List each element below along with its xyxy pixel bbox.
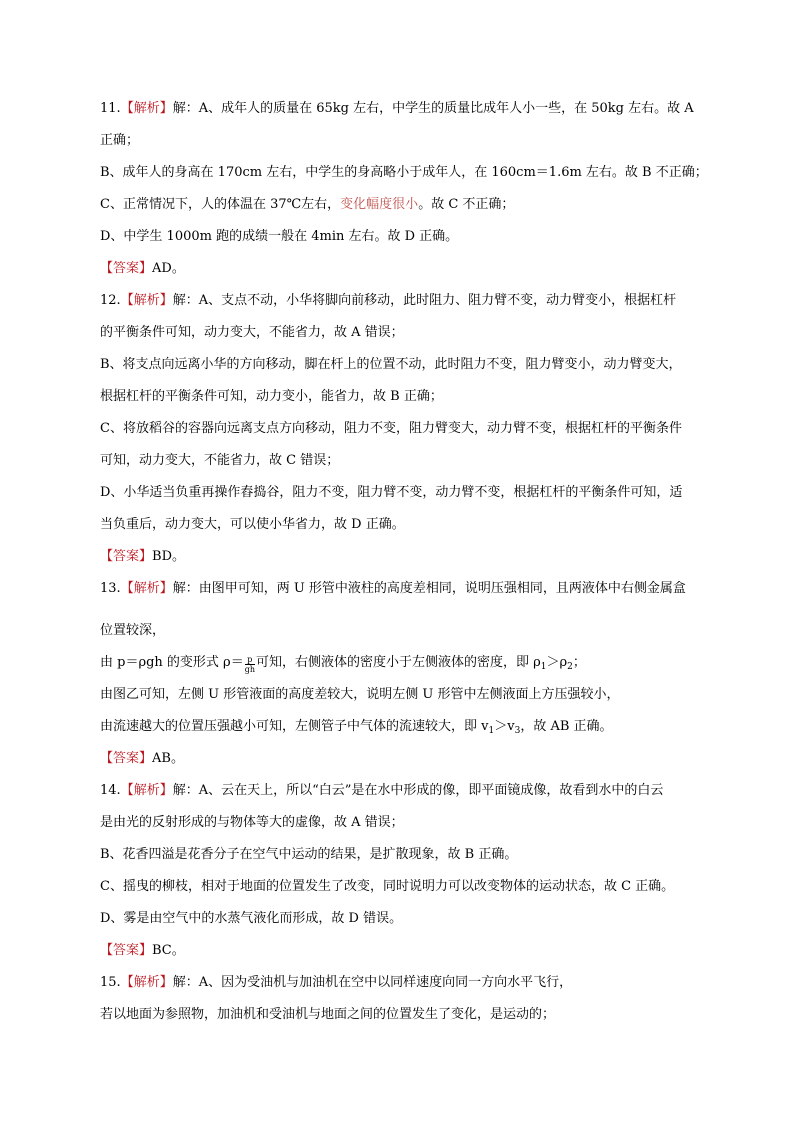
q12-analysis-tag: 【解析】: [120, 293, 173, 308]
q14-line-2: 是由光的反射形成的与物体等大的虚像，故 A 错误；: [100, 815, 404, 830]
q14-line-1: 14.【解析】解：A、云在天上，所以“白云”是在水中形成的像，即平面镜成像，故看到水中的白云: [100, 783, 664, 798]
q11-number: 11.: [100, 101, 121, 116]
q14-answer: 【答案】BC。: [100, 943, 185, 958]
q15-line-1: 15.【解析】解：A、因为受油机与加油机在空中以同样速度向同一方向水平飞行，: [100, 975, 573, 990]
q15-line-2: 若以地面为参照物，加油机和受油机与地面之间的位置发生了变化，是运动的；: [100, 1007, 556, 1022]
q12-line-8: 当负重后，动力变大，可以使小华省力，故 D 正确。: [100, 517, 405, 532]
q13-line-2: 位置较深，: [100, 623, 166, 638]
q11-line-2: 正确；: [100, 133, 140, 148]
q12-line-6: 可知，动力变大，不能省力，故 C 错误；: [100, 453, 340, 468]
q14-number: 14.: [100, 783, 121, 798]
q11-line-1: 11.【解析】解：A、成年人的质量在 65kg 左右，中学生的质量比成年人小一些，在 50kg 左右。故 A: [100, 101, 694, 116]
q12-number: 12.: [100, 293, 121, 308]
q11-analysis-tag: 【解析】: [120, 101, 173, 116]
q14-line-3: B、花香四溢是花香分子在空气中运动的结果，是扩散现象，故 B 正确。: [100, 847, 518, 862]
q11-highlight: 变化幅度很小: [340, 197, 419, 212]
density-fraction: $\frac{p}{gh}$: [244, 655, 255, 674]
q13-line-1: 13.【解析】解：由图甲可知，两 U 形管中液柱的高度差相同，说明压强相同，且两液体中右侧金属盒: [100, 581, 686, 596]
q12-line-1: 12.【解析】解：A、支点不动，小华将脚向前移动，此时阻力、阻力臂不变，动力臂变小，根据杠杆: [100, 293, 677, 308]
q13-number: 13.: [100, 581, 121, 596]
q12-line-4: 根据杠杆的平衡条件可知，动力变小，能省力，故 B 正确；: [100, 389, 443, 404]
q12-answer: 【答案】BD。: [100, 549, 185, 564]
q13-answer-tag: 【答案】: [100, 751, 153, 766]
q15-number: 15.: [100, 975, 121, 990]
q13-line-4: 由图乙可知，左侧 U 形管液面的高度差较大，说明左侧 U 形管中左侧液面上方压强较小，: [100, 687, 620, 702]
q13-answer: 【答案】AB。: [100, 751, 184, 766]
q13-line-3: 由 p＝ρgh 的变形式 ρ＝ $\frac{p}{gh}$ 可知，右侧液体的密度小于左侧液体的密度，即 $\rho_1>\rho_2$；: [100, 655, 586, 674]
q11-line-4: C、正常情况下，人的体温在 37℃左右，变化幅度很小。故 C 不正确；: [100, 197, 515, 212]
q15-analysis-tag: 【解析】: [120, 975, 173, 990]
q12-line-3: B、将支点向远离小华的方向移动，脚在杆上的位置不动，此时阻力不变，阻力臂变小，动力臂变大，: [100, 357, 682, 372]
q11-answer: 【答案】AD。: [100, 261, 185, 276]
q12-line-5: C、将放稻谷的容器向远离支点方向移动，阻力不变，阻力臂变大，动力臂不变，根据杠杆的平衡条件: [100, 421, 682, 436]
q13-line-5: 由流速越大的位置压强越小可知，左侧管子中气体的流速较大，即 $v_1>v_3$，故 AB 正确。: [100, 719, 613, 736]
document-page: [100, 98, 720, 1036]
q12-line-7: D、小华适当负重再操作舂捣谷，阻力不变，阻力臂不变，动力臂不变，根据杠杆的平衡条件可知，适: [100, 485, 683, 500]
q14-line-4: C、摇曳的柳枝，相对于地面的位置发生了改变，同时说明力可以改变物体的运动状态，故 C 正确。: [100, 879, 675, 894]
q11-line-5: D、中学生 1000m 跑的成绩一般在 4min 左右。故 D 正确。: [100, 229, 459, 244]
q12-line-2: 的平衡条件可知，动力变大，不能省力，故 A 错误；: [100, 325, 404, 340]
q11-line-3: B、成年人的身高在 170cm 左右，中学生的身高略小于成年人，在 160cm＝1.6m 左右。故 B 不正确；: [100, 165, 708, 180]
q13-analysis-tag: 【解析】: [120, 581, 173, 596]
q14-answer-tag: 【答案】: [100, 943, 153, 958]
q14-analysis-tag: 【解析】: [120, 783, 173, 798]
q14-line-5: D、雾是由空气中的水蒸气液化而形成，故 D 错误。: [100, 911, 403, 926]
q12-answer-tag: 【答案】: [100, 549, 153, 564]
q11-answer-tag: 【答案】: [100, 261, 153, 276]
